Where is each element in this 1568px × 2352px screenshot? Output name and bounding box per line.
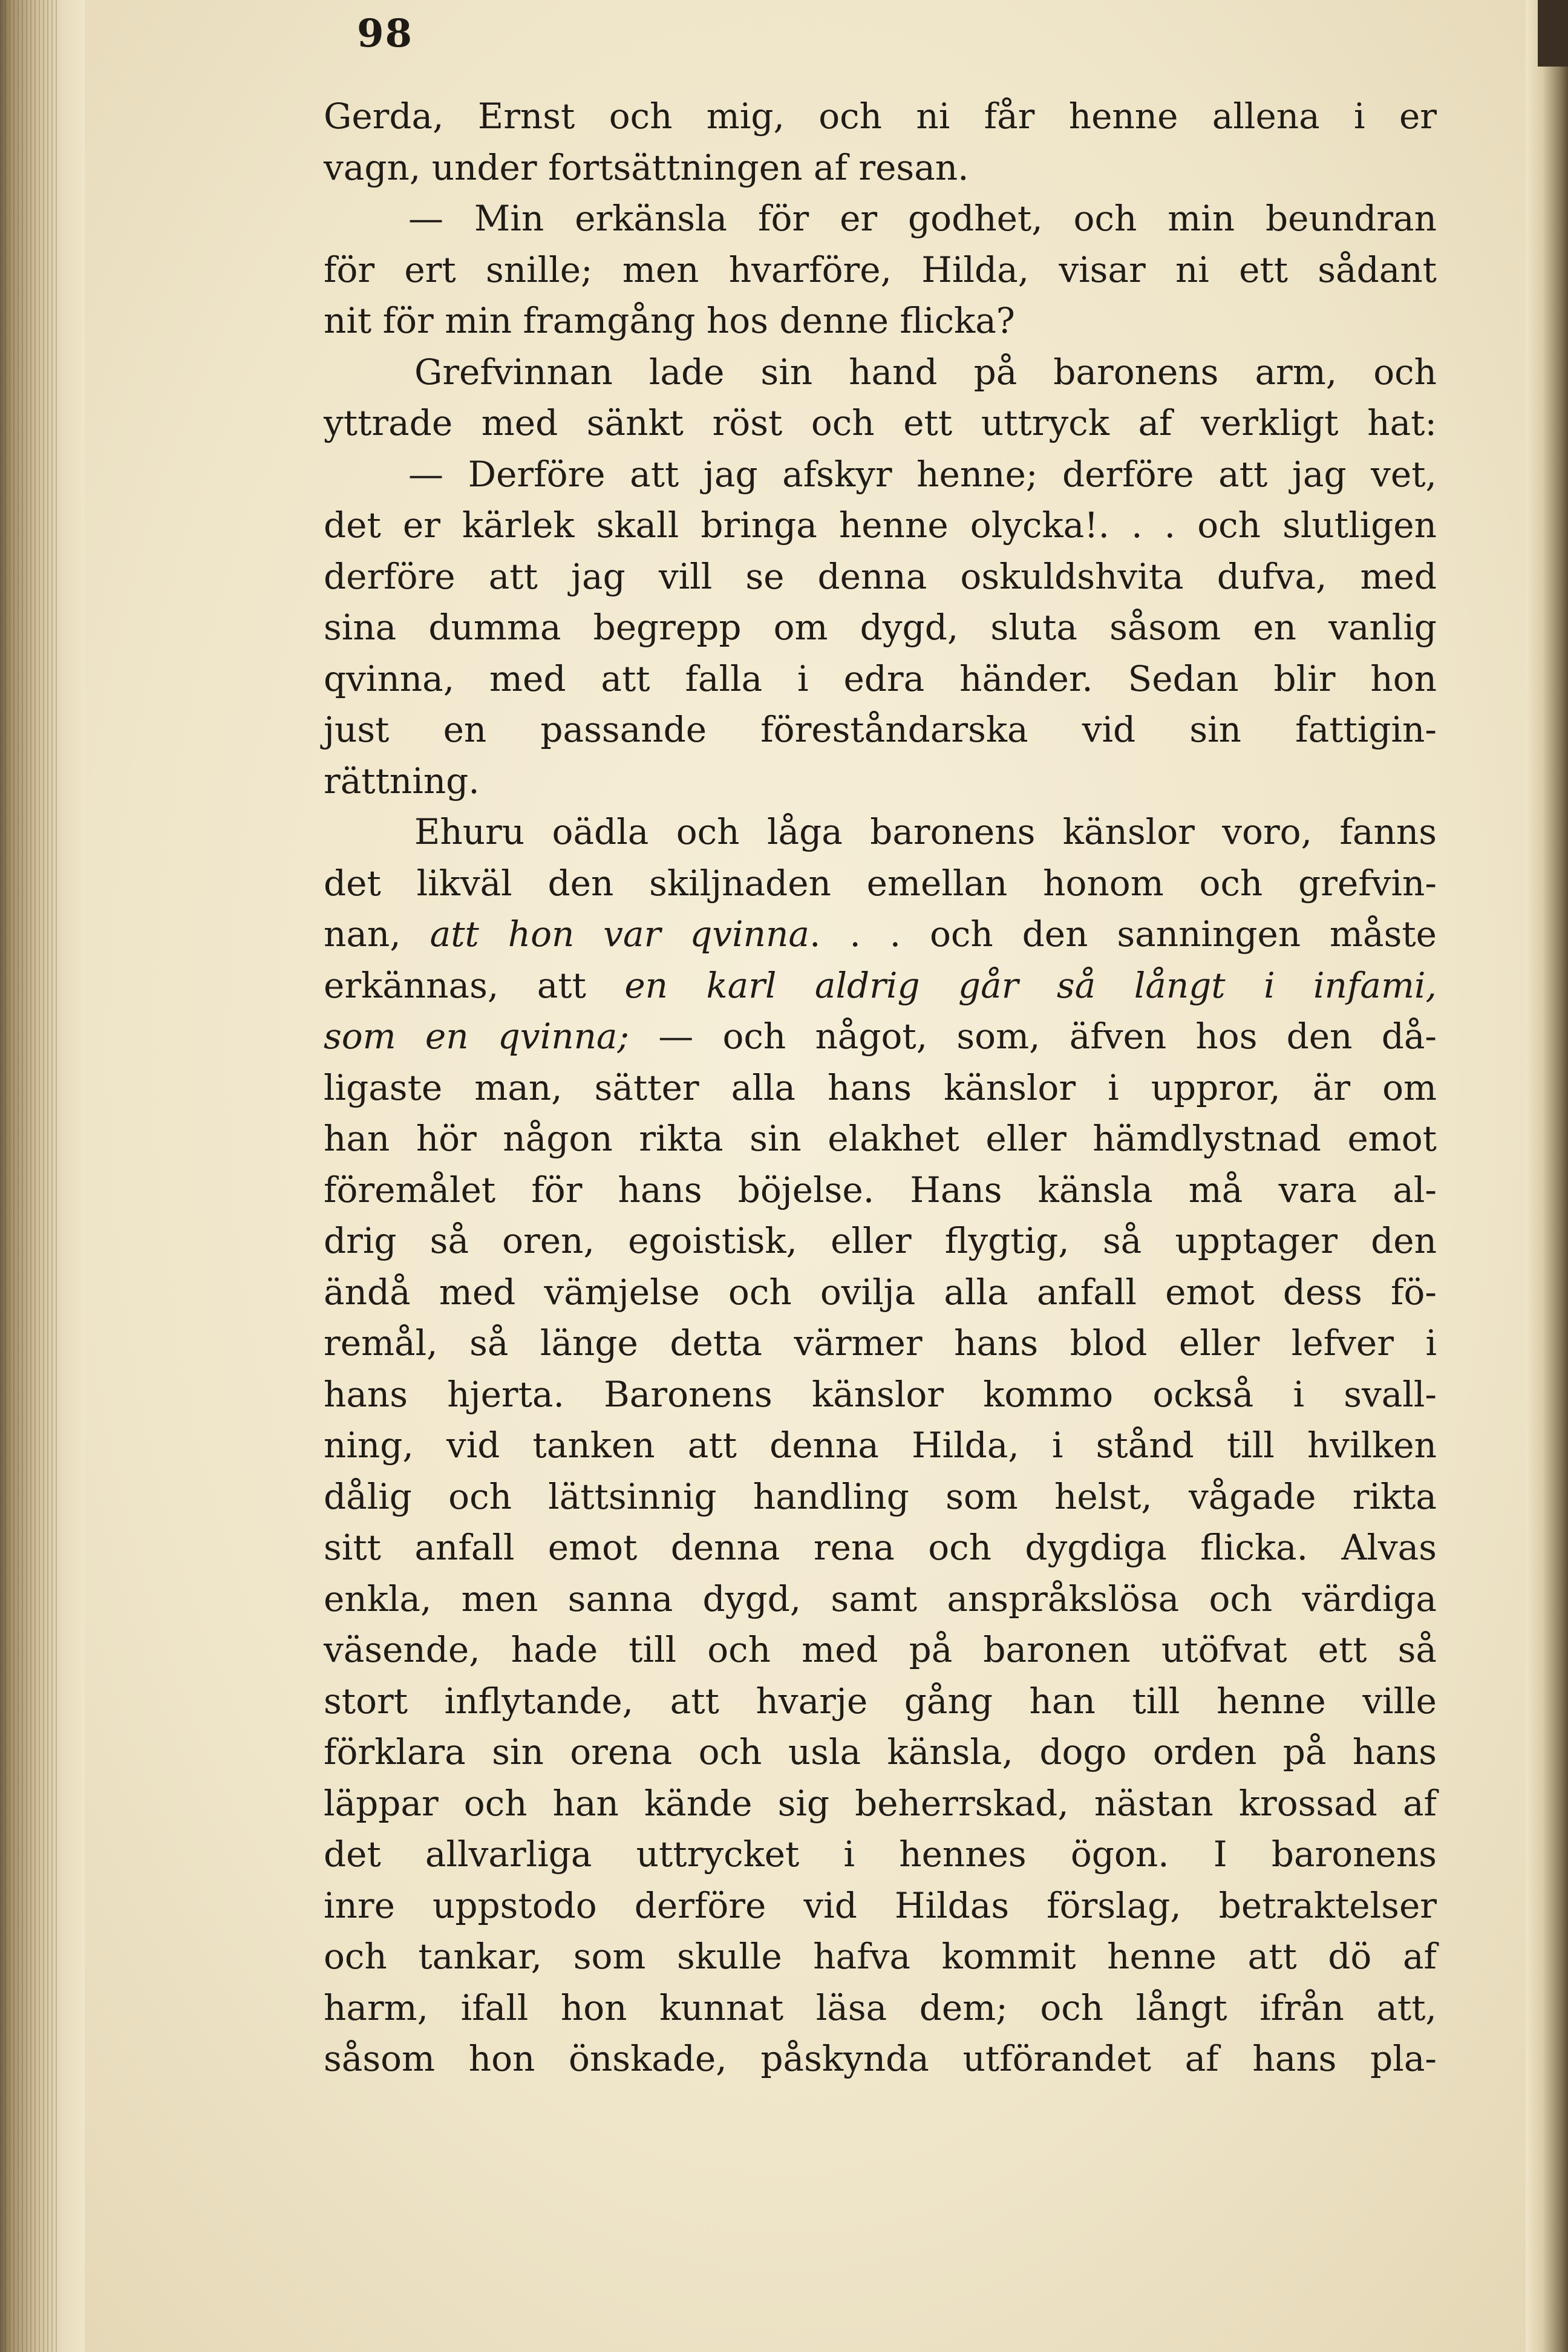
- page-stack-left: [5, 0, 59, 2352]
- text-line: ligaste man, sätter alla hans känslor i uppror, är om: [324, 1067, 1437, 1108]
- text-line: [324, 960, 1437, 1011]
- text-line: läppar och han kände sig beherrskad, nästan krossad af: [324, 1782, 1437, 1824]
- text-line: just en passande föreståndarska vid sin fattigin-: [324, 709, 1437, 750]
- text-line: sina dumma begrepp om dygd, sluta såsom en vanlig: [324, 607, 1437, 648]
- text-line: remål, så länge detta värmer hans blod eller lefver i: [324, 1322, 1437, 1364]
- text-line: derföre att jag vill se denna oskuldshvita dufva, med: [324, 555, 1437, 597]
- text-line: enkla, men sanna dygd, samt anspråkslösa och värdiga: [324, 1578, 1437, 1619]
- text-line: vagn, under fortsättningen af resan.: [324, 146, 969, 188]
- text-line: förklara sin orena och usla känsla, dogo orden på hans: [324, 1731, 1437, 1772]
- text-segment: . . . och den sanningen måste: [809, 913, 1437, 955]
- text-line: dålig och lättsinnig handling som helst, vågade rikta: [324, 1475, 1437, 1517]
- text-line: — Min erkänsla för er godhet, och min beundran: [408, 198, 1437, 239]
- text-line: inre uppstodo derföre vid Hildas förslag, betraktelser: [324, 1884, 1437, 1926]
- body-text: [324, 91, 1437, 2085]
- text-line: Gerda, Ernst och mig, och ni får henne allena i er: [324, 96, 1437, 137]
- page-edge-right: [1526, 0, 1568, 2352]
- text-line: harm, ifall hon kunnat läsa dem; och långt ifrån att,: [324, 1987, 1437, 2028]
- italic-text: som en qvinna;: [324, 1016, 630, 1057]
- page-number: 98: [357, 11, 414, 56]
- text-line: Grefvinnan lade sin hand på baronens arm, och: [414, 351, 1437, 393]
- text-line: qvinna, med att falla i edra händer. Sedan blir hon: [324, 658, 1437, 699]
- text-line: föremålet för hans böjelse. Hans känsla må vara al-: [324, 1169, 1437, 1210]
- text-line: [324, 909, 1437, 960]
- text-line: väsende, hade till och med på baronen utöfvat ett så: [324, 1629, 1437, 1670]
- text-line: [324, 1011, 1437, 1062]
- text-segment: erkännas, att: [324, 964, 625, 1006]
- text-line: det likväl den skiljnaden emellan honom och grefvin-: [324, 862, 1437, 904]
- text-segment: — och något, som, äfven hos den då-: [629, 1016, 1437, 1057]
- text-line: för ert snille; men hvarföre, Hilda, visar ni ett sådant: [324, 249, 1437, 290]
- text-line: ning, vid tanken att denna Hilda, i stånd till hvilken: [324, 1425, 1437, 1466]
- text-line: det er kärlek skall bringa henne olycka!. . . och slutligen: [324, 505, 1437, 546]
- text-line: yttrade med sänkt röst och ett uttryck af verkligt hat:: [324, 402, 1437, 443]
- italic-text: att hon var qvinna: [430, 913, 809, 955]
- text-line: ändå med vämjelse och ovilja alla anfall emot dess fö-: [324, 1271, 1437, 1313]
- text-line: sitt anfall emot denna rena och dygdiga flicka. Alvas: [324, 1527, 1437, 1568]
- text-line: hans hjerta. Baronens känslor kommo också i svall-: [324, 1373, 1437, 1415]
- text-line: nit för min framgång hos denne flicka?: [324, 300, 1015, 341]
- text-segment: nan,: [324, 913, 430, 955]
- page-edge-shadow: [1538, 0, 1568, 67]
- text-line: — Derföre att jag afskyr henne; derföre att jag vet,: [408, 453, 1437, 495]
- text-line: såsom hon önskade, påskynda utförandet af hans pla-: [324, 2038, 1437, 2079]
- text-line: Ehuru oädla och låga baronens känslor voro, fanns: [414, 811, 1437, 852]
- italic-text: en karl aldrig går så långt i infami,: [624, 964, 1437, 1006]
- text-line: han hör någon rikta sin elakhet eller hämdlystnad emot: [324, 1118, 1437, 1159]
- text-line: drig så oren, egoistisk, eller flygtig, så upptager den: [324, 1220, 1437, 1261]
- text-line: rättning.: [324, 760, 480, 802]
- text-line: och tankar, som skulle hafva kommit henne att dö af: [324, 1936, 1437, 1977]
- text-line: stort inflytande, att hvarje gång han till henne ville: [324, 1680, 1437, 1722]
- text-line: det allvarliga uttrycket i hennes ögon. I baronens: [324, 1834, 1437, 1875]
